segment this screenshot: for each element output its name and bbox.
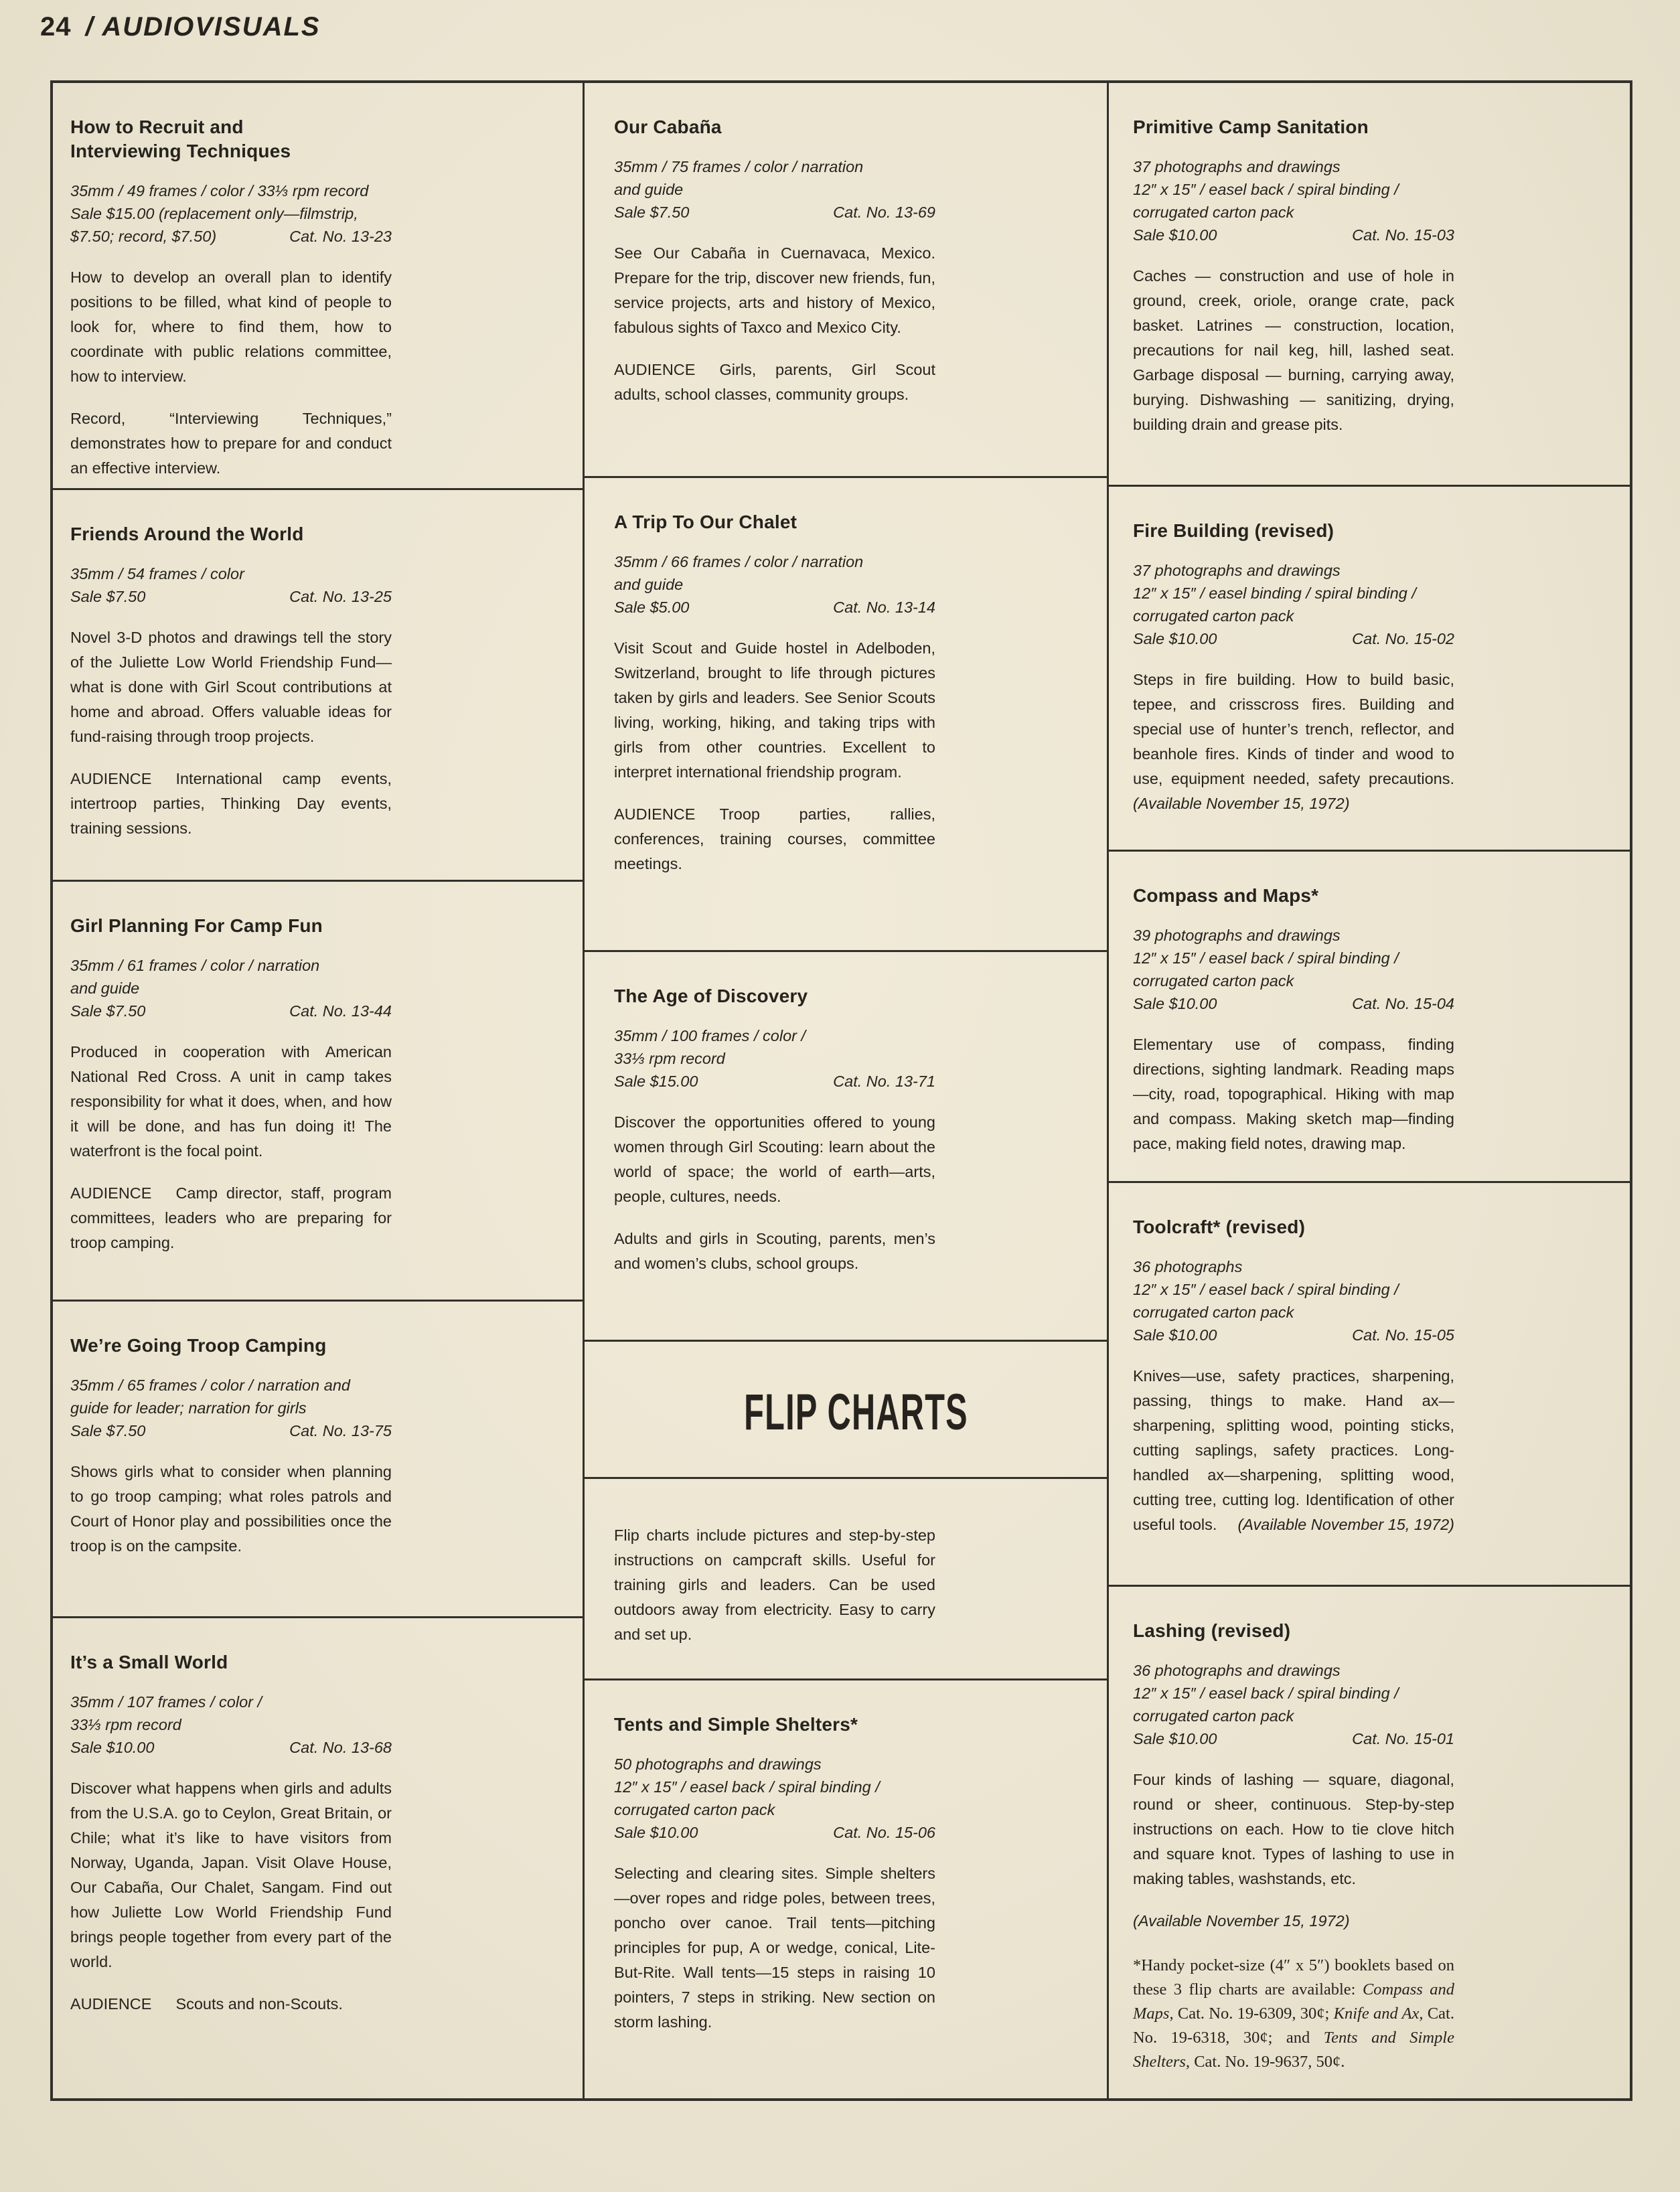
sale-price: Sale $7.50	[70, 1422, 146, 1439]
entry-description	[614, 1227, 935, 1276]
sale-price: Sale $15.00	[614, 1073, 698, 1090]
entry-description	[614, 1861, 935, 2035]
spec-line: 12″ x 15″ / easel back / spiral binding /	[614, 1778, 880, 1796]
sale-row	[614, 596, 935, 619]
flip-charts-section-header	[585, 1340, 1107, 1477]
sale-price: Sale $10.00	[1133, 630, 1217, 647]
catalog-number: Cat. No. 15-05	[1352, 1326, 1454, 1344]
flip-charts-intro	[585, 1477, 1107, 1678]
entry-title: A Trip To Our Chalet	[614, 512, 797, 532]
paragraph-text: Girls, parents, Girl Scout adults, school classes, community groups.	[614, 361, 935, 403]
entry-title: It’s a Small World	[70, 1652, 228, 1672]
paragraph-text: Four kinds of lashing — square, diagonal, round or sheer, continuous. Step-by-step instructions on each. How to tie clove hitch and square knot. Types of lashing to use in making tables, washstands, etc.	[1133, 1771, 1454, 1887]
spec-line: corrugated carton pack	[1133, 1707, 1294, 1725]
sale-row	[70, 225, 392, 248]
entry-specs	[70, 1374, 392, 1442]
audience-label: AUDIENCE	[70, 1184, 152, 1202]
entry-title: Our Cabaña	[614, 116, 722, 137]
paragraph-text: Scouts and non-Scouts.	[175, 1995, 343, 2013]
paragraph-text: Caches — construction and use of hole in ground, creek, oriole, orange crate, pack basket. Latrines — construction, location, precautions for nail keg, hill, lashed seat. Garbage disposal — burning, carrying away, burying. Dishwashing — sanitizing, drying, building drain and grease pits.	[1133, 267, 1454, 433]
entry-audience	[614, 358, 935, 407]
entry-specs	[70, 562, 392, 608]
footnote-title: Knife and Ax,	[1333, 2005, 1424, 2023]
intro-paragraph	[614, 1523, 935, 1647]
spec-line: corrugated carton pack	[1133, 607, 1294, 625]
spec-line: 37 photographs and drawings	[1133, 158, 1341, 175]
catalog-number: Cat. No. 15-04	[1352, 995, 1454, 1012]
entry-description	[614, 241, 935, 340]
spec-line: 35mm / 61 frames / color / narration	[70, 957, 320, 974]
entry-audience	[614, 802, 935, 876]
entry-title: Friends Around the World	[70, 524, 304, 544]
catalog-number: Cat. No. 13-69	[833, 204, 935, 221]
entry-the-age-of-discovery	[585, 950, 1107, 1340]
catalog-column-1	[53, 83, 583, 2098]
sale-price: $7.50; record, $7.50)	[70, 228, 217, 245]
entry-specs	[1133, 559, 1454, 650]
catalog-number: Cat. No. 15-03	[1352, 226, 1454, 244]
sale-row	[1133, 224, 1454, 246]
sale-price: Sale $10.00	[614, 1824, 698, 1841]
spec-line: 36 photographs	[1133, 1258, 1243, 1275]
section-title: / AUDIOVISUALS	[85, 12, 321, 42]
spec-line: corrugated carton pack	[614, 1801, 775, 1818]
entry-specs	[70, 179, 392, 248]
footnote-title: Tents and Simple Shelters,	[1133, 2029, 1454, 2071]
audience-label: AUDIENCE	[614, 361, 696, 378]
entry-tents-and-simple-shelters	[585, 1678, 1107, 2098]
entry-description	[70, 1460, 392, 1559]
entry-specs	[1133, 1255, 1454, 1346]
availability-note	[1133, 1909, 1454, 1934]
sale-price: Sale $10.00	[1133, 1326, 1217, 1344]
spec-line: 35mm / 49 frames / color / 33⅓ rpm record	[70, 182, 369, 200]
sale-row	[70, 1419, 392, 1442]
entry-specs	[1133, 924, 1454, 1015]
entry-specs	[614, 550, 935, 619]
footnote-text: Cat. No. 19-6318, 30¢; and	[1133, 2005, 1454, 2047]
paragraph-text: See Our Cabaña in Cuernavaca, Mexico. Prepare for the trip, discover new friends, fun, service projects, arts and history of Mexico, fabulous sights of Taxco and Mexico City.	[614, 244, 935, 336]
entry-title: Lashing (revised)	[1133, 1620, 1291, 1641]
audience-label: AUDIENCE	[70, 770, 152, 787]
sale-row	[70, 585, 392, 608]
paragraph-text: Adults and girls in Scouting, parents, men’s and women’s clubs, school groups.	[614, 1230, 935, 1272]
entry-specs	[70, 954, 392, 1022]
entry-fire-building	[1109, 485, 1630, 850]
audience-label: AUDIENCE	[614, 805, 696, 823]
spec-line: corrugated carton pack	[1133, 1304, 1294, 1321]
footnote-text: Cat. No. 19-6309, 30¢;	[1173, 2005, 1334, 2023]
sale-row	[614, 1821, 935, 1844]
spec-line: 33⅓ rpm record	[70, 1716, 181, 1733]
entry-friends-around-the-world	[53, 488, 583, 880]
catalog-number: Cat. No. 13-44	[289, 1002, 392, 1020]
entry-audience	[70, 767, 392, 841]
spec-line: 37 photographs and drawings	[1133, 562, 1341, 579]
catalog-number: Cat. No. 15-01	[1352, 1730, 1454, 1747]
entry-how-to-recruit	[53, 83, 583, 488]
catalog-number: Cat. No. 15-06	[833, 1824, 935, 1841]
catalog-column-3	[1109, 83, 1630, 2098]
entry-title: The Age of Discovery	[614, 986, 808, 1006]
entry-primitive-camp-sanitation	[1109, 83, 1630, 485]
spec-line: 35mm / 66 frames / color / narration	[614, 553, 864, 570]
spec-line: and guide	[614, 181, 684, 198]
entry-description	[70, 406, 392, 481]
catalog-number: Cat. No. 13-75	[289, 1422, 392, 1439]
listings-table	[50, 80, 1632, 2101]
paragraph-text: Steps in fire building. How to build basic, tepee, and crisscross fires. Building and special use of hunter’s trench, reflector, and beanhole fires. Kinds of tinder and wood to use, equipment needed, safety precautions.	[1133, 671, 1454, 787]
entry-its-a-small-world	[53, 1616, 583, 2098]
entry-girl-planning-for-camp-fun	[53, 880, 583, 1300]
entry-description	[1133, 1032, 1454, 1156]
entry-compass-and-maps	[1109, 850, 1630, 1181]
entry-specs	[614, 1753, 935, 1844]
spec-line: 12″ x 15″ / easel binding / spiral binding /	[1133, 584, 1416, 602]
sale-price: Sale $7.50	[614, 204, 690, 221]
spec-line: corrugated carton pack	[1133, 972, 1294, 990]
entry-title: We’re Going Troop Camping	[70, 1335, 327, 1356]
spec-line: and guide	[70, 980, 140, 997]
spec-line: 33⅓ rpm record	[614, 1050, 725, 1067]
paragraph-text: Knives—use, safety practices, sharpening, passing, things to make. Hand ax—sharpening, splitting wood, pointing sticks, cutting saplings, safety practices. Long-handled ax—sharpening, splitting wood, cutting tree, cutting log. Identification of other useful tools.	[1133, 1367, 1454, 1533]
entry-title: Compass and Maps*	[1133, 885, 1319, 906]
sale-price: Sale $10.00	[1133, 226, 1217, 244]
sale-row	[614, 1070, 935, 1093]
entry-description	[70, 1040, 392, 1164]
sale-row	[1133, 1727, 1454, 1750]
entry-description	[1133, 1768, 1454, 1891]
catalog-number: Cat. No. 13-71	[833, 1073, 935, 1090]
entry-title: Toolcraft* (revised)	[1133, 1217, 1306, 1237]
spec-line: 35mm / 100 frames / color /	[614, 1027, 806, 1044]
catalog-number: Cat. No. 15-02	[1352, 630, 1454, 647]
entry-audience	[70, 1181, 392, 1255]
availability-note: (Available November 15, 1972)	[1133, 795, 1350, 812]
entry-description	[1133, 1364, 1454, 1537]
entry-title: How to Recruit and Interviewing Techniques	[70, 116, 291, 161]
spec-line: 50 photographs and drawings	[614, 1755, 822, 1773]
paragraph-text: Visit Scout and Guide hostel in Adelboden, Switzerland, brought to life through pictures taken by girls and leaders. See Senior Scouts living, working, hiking, and taking trips with girls from other countries. Excellent to interpret international friendship program.	[614, 639, 935, 781]
sale-row	[1133, 992, 1454, 1015]
spec-line: 12″ x 15″ / easel back / spiral binding /	[1133, 181, 1399, 198]
entry-specs	[70, 1691, 392, 1759]
paragraph-text: Novel 3-D photos and drawings tell the story of the Juliette Low World Friendship Fund—what is done with Girl Scout contributions at home and abroad. Offers valuable ideas for fund-raising through troop projects.	[70, 629, 392, 745]
sale-price: Sale $7.50	[70, 1002, 146, 1020]
entry-description	[1133, 264, 1454, 437]
spec-line: 35mm / 65 frames / color / narration and	[70, 1377, 350, 1394]
spec-line: 35mm / 75 frames / color / narration	[614, 158, 864, 175]
footnote-text: *Handy pocket-size (4″ x 5″) booklets based on these 3 flip charts are available:	[1133, 1956, 1454, 1999]
paragraph-text: Flip charts include pictures and step-by-step instructions on campcraft skills. Useful for training girls and leaders. Can be used outdoors away from electricity. Easy to carry and set up.	[614, 1526, 935, 1643]
entry-description	[70, 265, 392, 389]
entry-title: Fire Building (revised)	[1133, 520, 1334, 541]
entry-title: Primitive Camp Sanitation	[1133, 116, 1369, 137]
paragraph-text: Troop parties, rallies, conferences, training courses, committee meetings.	[614, 805, 935, 872]
catalog-number: Cat. No. 13-25	[289, 588, 392, 605]
paragraph-text: Camp director, staff, program committees, leaders who are preparing for troop camping.	[70, 1184, 392, 1251]
entry-our-cabana	[585, 83, 1107, 476]
entry-description	[1133, 668, 1454, 816]
sale-price: Sale $5.00	[614, 599, 690, 616]
sale-row	[614, 201, 935, 224]
paragraph-text: Discover the opportunities offered to young women through Girl Scouting: learn about the world of space; the world of earth—arts, people, cultures, needs.	[614, 1113, 935, 1205]
entry-title: Girl Planning For Camp Fun	[70, 915, 323, 936]
entry-were-going-troop-camping	[53, 1300, 583, 1616]
spec-line: 12″ x 15″ / easel back / spiral binding /	[1133, 1685, 1399, 1702]
entry-description	[614, 1110, 935, 1209]
footnote-title: Compass and Maps,	[1133, 1980, 1454, 2023]
sale-row	[1133, 1324, 1454, 1346]
entry-specs	[1133, 155, 1454, 246]
flip-charts-heading: FLIP CHARTS	[744, 1384, 969, 1441]
spec-line: guide for leader; narration for girls	[70, 1399, 307, 1417]
spec-line: 12″ x 15″ / easel back / spiral binding /	[1133, 949, 1399, 967]
paragraph-text: Record, “Interviewing Techniques,” demonstrates how to prepare for and conduct an effective interview.	[70, 410, 392, 477]
paragraph-text: Discover what happens when girls and adults from the U.S.A. go to Ceylon, Great Britain, or Chile; what it’s like to have visitors from Norway, Uganda, Japan. Visit Olave House, Our Cabaña, Our Chalet, Sangam. Find out how Juliette Low World Friendship Fund brings people together from every part of the world.	[70, 1780, 392, 1970]
spec-line: 36 photographs and drawings	[1133, 1662, 1341, 1679]
entry-audience	[70, 1992, 392, 2017]
entry-description	[70, 625, 392, 749]
spec-line: Sale $15.00 (replacement only—filmstrip,	[70, 205, 358, 222]
entry-specs	[614, 155, 935, 224]
page-header	[40, 11, 321, 43]
spec-line: 35mm / 107 frames / color /	[70, 1693, 262, 1711]
audience-label: AUDIENCE	[70, 1995, 152, 2013]
entry-a-trip-to-our-chalet	[585, 476, 1107, 950]
page-number: 24	[40, 12, 72, 42]
paragraph-text: (Available November 15, 1972)	[1133, 1912, 1350, 1930]
entry-specs	[1133, 1659, 1454, 1750]
entry-lashing	[1109, 1585, 1630, 2098]
paragraph-text: Selecting and clearing sites. Simple shelters—over ropes and ridge poles, between trees, poncho over canoe. Trail tents—pitching principles for pup, A or wedge, conical, Lite-But-Rite. Wall tents—15 steps in raising 10 pointers, 7 steps in striking. New section on storm lashing.	[614, 1865, 935, 2031]
entry-description	[70, 1776, 392, 1974]
availability-note: (Available November 15, 1972)	[1237, 1516, 1454, 1533]
spec-line: 39 photographs and drawings	[1133, 927, 1341, 944]
catalog-number: Cat. No. 13-23	[289, 228, 392, 245]
sale-price: Sale $10.00	[70, 1739, 155, 1756]
paragraph-text: Elementary use of compass, finding directions, sighting landmark. Reading maps—city, road, topographical. Hiking with map and compass. Making sketch map—finding pace, making field notes, drawing map.	[1133, 1036, 1454, 1152]
paragraph-text: International camp events, intertroop parties, Thinking Day events, training sessions.	[70, 770, 392, 837]
catalog-number: Cat. No. 13-14	[833, 599, 935, 616]
sale-price: Sale $7.50	[70, 588, 146, 605]
spec-line: 35mm / 54 frames / color	[70, 565, 244, 582]
spec-line: corrugated carton pack	[1133, 204, 1294, 221]
entry-specs	[614, 1024, 935, 1093]
entry-description	[614, 636, 935, 785]
spec-line: and guide	[614, 576, 684, 593]
catalog-number: Cat. No. 13-68	[289, 1739, 392, 1756]
catalog-column-2	[583, 83, 1109, 2098]
paragraph-text: Shows girls what to consider when planning to go troop camping; what roles patrols and Court of Honor play and possibilities once the troop is on the campsite.	[70, 1463, 392, 1555]
sale-row	[70, 1736, 392, 1759]
sale-row	[1133, 627, 1454, 650]
spec-line: 12″ x 15″ / easel back / spiral binding /	[1133, 1281, 1399, 1298]
entry-toolcraft	[1109, 1181, 1630, 1585]
paragraph-text: Produced in cooperation with American National Red Cross. A unit in camp takes responsibility for what it does, when, and how it will be done, and has fun doing it! The waterfront is the focal point.	[70, 1043, 392, 1160]
footnote-text: Cat. No. 19-9637, 50¢.	[1190, 2053, 1345, 2071]
sale-price: Sale $10.00	[1133, 995, 1217, 1012]
sale-row	[70, 1000, 392, 1022]
sale-price: Sale $10.00	[1133, 1730, 1217, 1747]
entry-title: Tents and Simple Shelters*	[614, 1714, 858, 1735]
flip-charts-footnote	[1133, 1954, 1454, 2074]
paragraph-text: How to develop an overall plan to identify positions to be filled, what kind of people to look for, where to find them, how to coordinate with public relations committee, how to interview.	[70, 268, 392, 385]
